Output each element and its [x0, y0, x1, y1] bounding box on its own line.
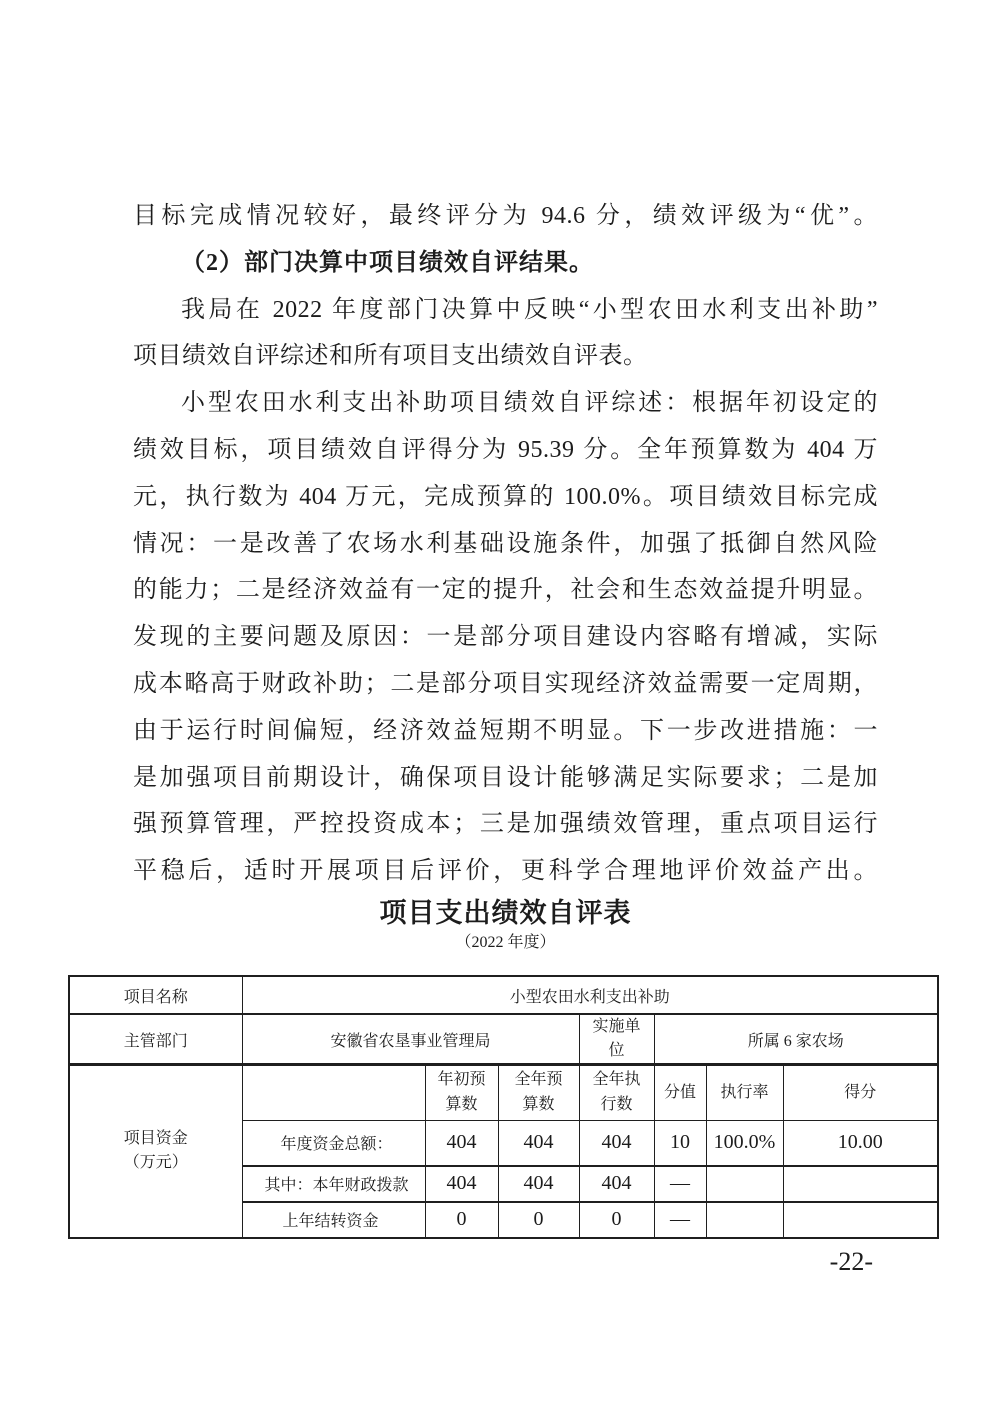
cell-annual-budget: 0: [498, 1202, 579, 1238]
impl-unit-label: 实施单位: [579, 1014, 654, 1065]
blank-cell: [242, 1065, 425, 1121]
dept-value: 安徽省农垦事业管理局: [242, 1014, 579, 1065]
table-title: 项目支出绩效自评表: [379, 898, 632, 928]
col-header-annual-budget: 全年预算数: [498, 1065, 579, 1121]
body-line: 平稳后，适时开展项目后评价，更科学合理地评价效益产出。: [133, 858, 878, 885]
cell-initial-budget: 0: [425, 1202, 498, 1238]
cell-executed: 404: [579, 1166, 654, 1202]
body-line: 发现的主要问题及原因：一是部分项目建设内容略有增减，实际: [133, 624, 878, 651]
col-header-initial-budget: 年初预算数: [425, 1065, 498, 1121]
impl-unit-value: 所属 6 家农场: [654, 1014, 938, 1065]
project-name-value: 小型农田水利支出补助: [242, 976, 938, 1014]
funds-label: [69, 1065, 242, 1238]
table-subtitle: （2022 年度）: [455, 934, 556, 951]
cell-points: —: [654, 1202, 706, 1238]
body-line: 的能力；二是经济效益有一定的提升，社会和生态效益提升明显。: [133, 577, 878, 604]
cell-points: 10: [654, 1121, 706, 1166]
cell-initial-budget: 404: [425, 1121, 498, 1166]
cell-rate: 100.0%: [706, 1121, 783, 1166]
page-number: -22-: [829, 1247, 873, 1276]
funds-label-line1: 项目资金: [123, 1130, 188, 1148]
body-line: 由于运行时间偏短，经济效益短期不明显。下一步改进措施：一: [133, 717, 878, 744]
self-evaluation-table: [68, 975, 939, 1239]
cell-annual-budget: 404: [498, 1121, 579, 1166]
body-line: 绩效目标，项目绩效自评得分为 95.39 分。全年预算数为 404 万: [133, 436, 878, 463]
table-row: [69, 1014, 938, 1065]
body-line: 强预算管理，严控投资成本；三是加强绩效管理，重点项目运行: [133, 811, 878, 838]
row-label-carryover-funds: 上年结转资金: [242, 1202, 425, 1238]
cell-score: [783, 1202, 938, 1238]
cell-rate: [706, 1166, 783, 1202]
body-line: 小型农田水利支出补助项目绩效自评综述：根据年初设定的: [181, 390, 878, 417]
cell-executed: 0: [579, 1202, 654, 1238]
project-name-label: 项目名称: [69, 976, 242, 1014]
cell-score: 10.00: [783, 1121, 938, 1166]
col-header-rate: 执行率: [706, 1065, 783, 1121]
body-text: [133, 193, 878, 895]
cell-initial-budget: 404: [425, 1166, 498, 1202]
body-line: 目标完成情况较好，最终评分为 94.6 分，绩效评级为“优”。: [133, 203, 878, 229]
col-header-points: 分值: [654, 1065, 706, 1121]
cell-annual-budget: 404: [498, 1166, 579, 1202]
row-label-total-funds: 年度资金总额：: [242, 1121, 425, 1166]
funds-label-line2: （万元）: [123, 1154, 188, 1172]
cell-score: [783, 1166, 938, 1202]
section-heading: （2）部门决算中项目绩效自评结果。: [181, 249, 594, 276]
body-line: 我局在 2022 年度部门决算中反映“小型农田水利支出补助”: [181, 296, 878, 323]
body-line: 情况：一是改善了农场水利基础设施条件，加强了抵御自然风险: [133, 530, 878, 557]
cell-executed: 404: [579, 1121, 654, 1166]
cell-points: —: [654, 1166, 706, 1202]
body-line: 元，执行数为 404 万元，完成预算的 100.0%。项目绩效目标完成: [133, 483, 878, 510]
body-line: 成本略高于财政补助；二是部分项目实现经济效益需要一定周期，: [133, 670, 878, 697]
col-header-executed: 全年执行数: [579, 1065, 654, 1121]
table-row: [69, 976, 938, 1014]
table-header-row: [69, 1065, 938, 1121]
body-line: 项目绩效自评综述和所有项目支出绩效自评表。: [133, 343, 648, 370]
row-label-fiscal-allocation: 其中：本年财政拨款: [242, 1166, 425, 1202]
cell-rate: [706, 1202, 783, 1238]
col-header-score: 得分: [783, 1065, 938, 1121]
body-line: 是加强项目前期设计，确保项目设计能够满足实际要求；二是加: [133, 764, 878, 791]
dept-label: 主管部门: [69, 1014, 242, 1065]
